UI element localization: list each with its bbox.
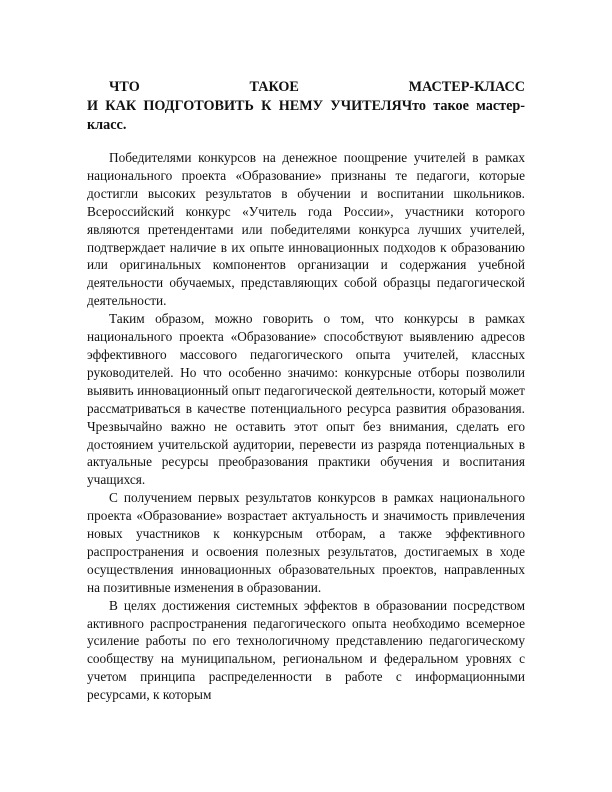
paragraph-4: В целях достижения системных эффектов в образовании посредством активного распространения педагогического опыта необходимо всемерное усиление работы по его технологичному представлению педагогическому сообществу на муниципальном, региональном и федеральном уровнях с учетом принципа распределенности в работе с информационными ресурсами, к которым <box>87 597 525 703</box>
title-word-2: ТАКОЕ <box>249 79 299 95</box>
title-line-3: класс. <box>87 117 127 133</box>
document-title <box>87 78 525 135</box>
title-line-1 <box>87 78 525 97</box>
paragraph-3: С получением первых результатов конкурсов в рамках национального проекта «Образование» возрастает актуальность и значимость привлечения новых участников к конкурсным отборам, а также эффективного распространения и освоения полезных результатов, достигаемых в ходе осуществления инновационных образовательных проектов, направленных на позитивные изменения в образовании. <box>87 490 525 595</box>
paragraph-1: Победителями конкурсов на денежное поощрение учителей в рамках национального проекта «Образование» признаны те педагоги, которые достигли высоких результатов в обучении и воспитании школьников. Всероссийский конкурс «Учитель года России», участники которого являются претендентами или победителями конкурса лучших учителей, подтверждает наличие в их опыте инновационных подходов к образованию или оригинальных компонентов организации и содержания учебной деятельности обучаемых, представляющих собой образцы педагогической деятельности. <box>87 150 525 309</box>
title-line-2: И КАК ПОДГОТОВИТЬ К НЕМУ УЧИТЕЛЯЧто такое мастер- <box>87 98 525 114</box>
paragraph-2: Таким образом, можно говорить о том, что конкурсы в рамках национального проекта «Образование» способствуют выявлению адресов эффективного массового педагогического опыта учителей, классных руководителей. Но что особенно значимо: конкурсные отборы позволили выявить инновационный опыт педагогической деятельности, который может рассматриваться в качестве потенциального ресурса развития образования. Чрезвычайно важно не оставить этот опыт без внимания, сделать его достоянием учительской аудитории, перевести из разряда потенциальных в актуальные ресурсы преобразования практики обучения и воспитания учащихся. <box>87 311 525 488</box>
document-page <box>87 78 525 704</box>
title-word-3: МАСТЕР-КЛАСС <box>408 79 525 95</box>
title-word-1: ЧТО <box>109 79 140 95</box>
